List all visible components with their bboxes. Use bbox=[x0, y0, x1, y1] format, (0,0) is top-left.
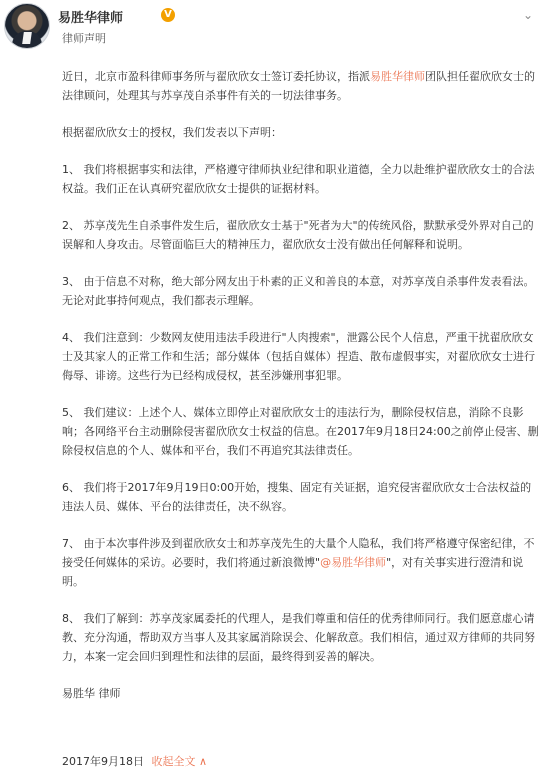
author-name[interactable]: 易胜华律师 bbox=[58, 11, 124, 26]
statement-item-8: 8、 我们了解到：苏享茂家属委托的代理人，是我们尊重和信任的优秀律师同行。我们愿意虚心请教、充分沟通，帮助双方当事人及其家属消除误会、化解敌意。我们相信，通过双方律师的共同努力，本案一定会回归到理性和法律的层面，最终得到妥善的解决。 bbox=[62, 612, 535, 663]
item7-text-after: "，对有关事实进行澄清和说明。 bbox=[62, 556, 524, 588]
statement-item-6: 6、 我们将于2017年9月19日0:00开始，搜集、固定有关证据，追究侵害翟欣欣女士合法权益的违法人员、媒体、平台的法律责任，决不纵容。 bbox=[62, 481, 532, 513]
avatar-shirt bbox=[22, 32, 32, 44]
statement-item-4: 4、 我们注意到：少数网友使用违法手段进行"人肉搜索"，泄露公民个人信息，严重干扰翟欣欣女士及其家人的正常工作和生活；部分媒体（包括自媒体）捏造、散布虚假事实，对翟欣欣女士进行侮辱、诽谤。这些行为已经构成侵权，甚至涉嫌刑事犯罪。 bbox=[62, 331, 535, 382]
signature: 易胜华 律师 bbox=[62, 687, 121, 700]
post-header bbox=[0, 0, 550, 50]
post-footer bbox=[62, 753, 207, 769]
post-content bbox=[62, 67, 540, 721]
mention-link-weibo[interactable]: @易胜华律师 bbox=[320, 556, 387, 569]
statement-item-5: 5、 我们建议：上述个人、媒体立即停止对翟欣欣女士的违法行为，删除侵权信息，消除不良影响；各网络平台主动删除侵害翟欣欣女士权益的信息。在2017年9月18日24:00之前停止侵害、删除侵权信息的个人、媒体和平台，我们不再追究其法律责任。 bbox=[62, 406, 539, 457]
intro-paragraph bbox=[62, 67, 540, 105]
chevron-up-icon: ∧ bbox=[199, 755, 208, 768]
statement-item-1: 1、 我们将根据事实和法律，严格遵守律师执业纪律和职业道德，全力以赴维护翟欣欣女士的合法权益。我们正在认真研究翟欣欣女士提供的证据材料。 bbox=[62, 163, 535, 195]
statement-item-7 bbox=[62, 534, 540, 591]
chevron-down-icon[interactable]: ⌄ bbox=[522, 8, 534, 22]
lead-paragraph: 根据翟欣欣女士的授权，我们发表以下声明： bbox=[62, 126, 282, 139]
statement-item-2: 2、 苏享茂先生自杀事件发生后，翟欣欣女士基于"死者为大"的传统风俗，默默承受外界对自己的误解和人身攻击。尽管面临巨大的精神压力，翟欣欣女士没有做出任何解释和说明。 bbox=[62, 219, 534, 251]
mention-link[interactable]: 易胜华律师 bbox=[370, 70, 425, 83]
post-date: 2017年9月18日 bbox=[62, 755, 144, 768]
post-subtitle: 律师声明 bbox=[62, 32, 106, 45]
collapse-link[interactable] bbox=[152, 755, 208, 768]
verified-badge-icon: V bbox=[161, 8, 175, 22]
intro-text-before: 近日，北京市盈科律师事务所与翟欣欣女士签订委托协议，指派 bbox=[62, 70, 370, 83]
statement-item-3: 3、 由于信息不对称，绝大部分网友出于朴素的正义和善良的本意，对苏享茂自杀事件发表看法。无论对此事持何观点，我们都表示理解。 bbox=[62, 275, 535, 307]
intro-text-after: 团队担任翟欣欣女士的法律顾问，处理其与苏享茂自杀事件有关的一切法律事务。 bbox=[62, 70, 535, 102]
collapse-label: 收起全文 bbox=[151, 755, 196, 768]
item7-text-before: 7、 由于本次事件涉及到翟欣欣女士和苏享茂先生的大量个人隐私，我们将严格遵守保密纪律，不接受任何媒体的采访。必要时，我们将通过新浪微博" bbox=[62, 537, 535, 569]
avatar[interactable] bbox=[4, 3, 50, 49]
